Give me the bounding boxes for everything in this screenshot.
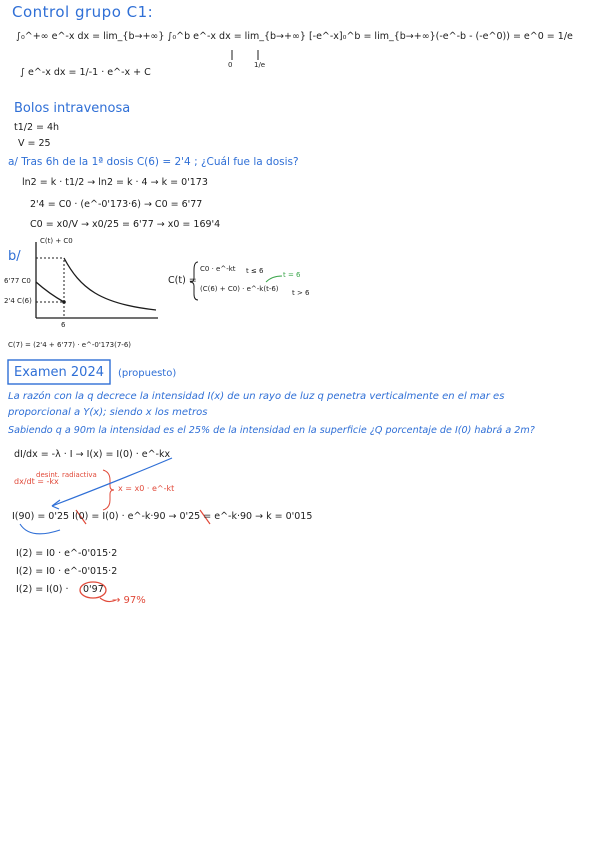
circled-result: 0'97 <box>83 584 104 595</box>
piecewise-bottom: (C(6) + C0) · e^-k(t-6) <box>200 285 279 293</box>
piecewise-intro: C(t) = <box>168 275 197 286</box>
graph-label-low: 2'4 C(6) <box>4 297 32 305</box>
intensity-eq-3: I(2) = I(0) · <box>16 584 69 595</box>
section2-title: Bolos intravenosa <box>14 101 131 116</box>
radioactive-eq: dx/dt = -kx <box>14 477 59 486</box>
calc-k: ln2 = k · t1/2 → ln2 = k · 4 → k = 0'173 <box>22 177 208 188</box>
graph-label-mid: 6'77 C0 <box>4 277 31 285</box>
integral-equation-1: ∫₀^+∞ e^-x dx = lim_{b→+∞} ∫₀^b e^-x dx = lim_{b→+∞} [-e^-x]₀^b = lim_{b→+∞}(-e^-b - (-e^0)) = e^0 = 1/e <box>16 31 573 42</box>
part-b-label: b/ <box>8 249 21 264</box>
problem-line-1: La razón con la q decrece la intensidad I(x) de un rayo de luz q penetra verticalmente en el mar es <box>8 391 505 402</box>
red-brace <box>103 470 114 510</box>
blue-loop-arrow <box>20 524 60 534</box>
radioactive-solution: x = x0 · e^-kt <box>118 484 175 493</box>
limit-zero: 0 <box>228 61 233 69</box>
piecewise-top-cond: t ≤ 6 <box>246 267 264 275</box>
piecewise-note: t = 6 <box>283 271 301 279</box>
section1-title: Control grupo C1: <box>12 3 154 21</box>
final-calc: C(7) = (2'4 + 6'77) · e^-0'173(7-6) <box>8 341 132 349</box>
intensity-eq-1: I(2) = I0 · e^-0'015·2 <box>16 548 118 559</box>
concentration-graph <box>36 242 158 318</box>
piecewise-bottom-cond: t > 6 <box>292 289 310 297</box>
condition-equation: I(90) = 0'25 I(0) = I(0) · e^-k·90 → 0'25 = e^-k·90 → k = 0'015 <box>12 511 313 522</box>
problem-line-2: proporcional a Y(x); siendo x los metros <box>8 407 208 418</box>
given-volume: V = 25 <box>18 138 51 149</box>
section3-title: Examen 2024 <box>14 365 104 380</box>
graph-curve-1 <box>36 282 64 302</box>
problem-line-3: Sabiendo q a 90m la intensidad es el 25% de la intensidad en la superficie ¿Q porcentaje de I(0) habrá a 2m? <box>8 425 535 436</box>
integral-equation-2: ∫ e^-x dx = 1/-1 · e^-x + C <box>20 67 151 78</box>
blue-arrow-curve <box>52 458 175 506</box>
radioactive-note: desint. radiactiva <box>36 471 97 479</box>
piecewise-top: C0 · e^-kt <box>200 265 236 273</box>
green-arrow <box>266 276 282 282</box>
given-half-life: t1/2 = 4h <box>14 122 60 133</box>
diff-equation: dI/dx = -λ · I → I(x) = I(0) · e^-kx <box>14 449 171 460</box>
section3-subtitle: (propuesto) <box>118 368 177 379</box>
question-a: a/ Tras 6h de la 1ª dosis C(6) = 2'4 ; ¿Cuál fue la dosis? <box>8 156 299 168</box>
calc-x0: C0 = x0/V → x0/25 = 6'77 → x0 = 169'4 <box>30 219 221 230</box>
graph-curve-2 <box>64 258 156 310</box>
graph-label-top: C(t) + C0 <box>40 237 73 245</box>
limit-1e: 1/e <box>254 61 266 69</box>
intensity-eq-2: I(2) = I0 · e^-0'015·2 <box>16 566 118 577</box>
calc-c0: 2'4 = C0 · (e^-0'173·6) → C0 = 6'77 <box>30 199 203 210</box>
graph-x-label: 6 <box>61 321 66 329</box>
percent-result: → 97% <box>112 595 146 606</box>
